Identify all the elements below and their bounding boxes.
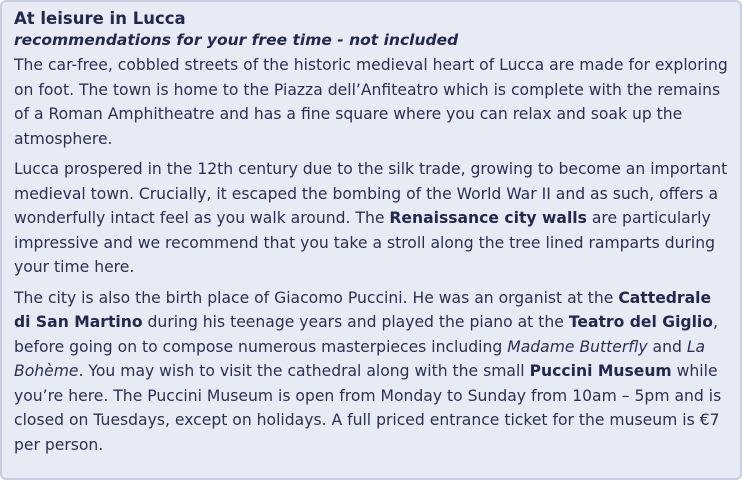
highlight-city-walls: Renaissance city walls <box>389 209 587 227</box>
highlight-cathedral: Cattedrale di San Martino <box>14 288 712 331</box>
paragraph-puccini <box>14 286 728 458</box>
paragraph-history <box>14 157 728 280</box>
paragraph-intro <box>14 53 728 151</box>
paragraph-text: . You may wish to visit the cathedral along with the small <box>78 362 530 380</box>
opera-title: La Bohème <box>14 337 706 380</box>
paragraph-text: The city is also the birth place of Giacomo Puccini. He was an organist at the <box>14 288 619 307</box>
section-subtitle: recommendations for your free time - not included <box>14 31 459 49</box>
paragraph-text: The car-free, cobbled streets of the historic medieval heart of Lucca are made for exploring on foot. The town is home to the Piazza dell’Anfiteatro which is complete with the remains of a Roman Amphitheatre and has a fine square where you can relax and soak up the atmosphere. <box>14 56 728 148</box>
paragraph-text: during his teenage years and played the piano at the <box>142 313 569 331</box>
paragraph-text: , before going on to compose numerous masterpieces including <box>14 313 718 356</box>
section-title: At leisure in Lucca <box>14 9 186 28</box>
paragraph-text: Lucca prospered in the 12th century due to the silk trade, growing to become an important medieval town. Crucially, it escaped the bombing of the World War II and as such, offers a wonderfully intact feel as you walk around. The <box>14 160 728 227</box>
highlight-museum: Puccini Museum <box>529 362 672 380</box>
paragraph-text: and <box>647 337 687 356</box>
paragraph-text: while you’re here. The Puccini Museum is open from Monday to Sunday from 10am – 5pm and is closed on Tuesdays, except on holidays. A full priced entrance ticket for the museum is €7 per person. <box>14 362 722 454</box>
opera-title: Madame Butterfly <box>507 337 648 356</box>
paragraph-text: are particularly impressive and we recommend that you take a stroll along the tree lined ramparts during your time here. <box>14 209 716 276</box>
highlight-theatre: Teatro del Giglio <box>568 313 713 331</box>
